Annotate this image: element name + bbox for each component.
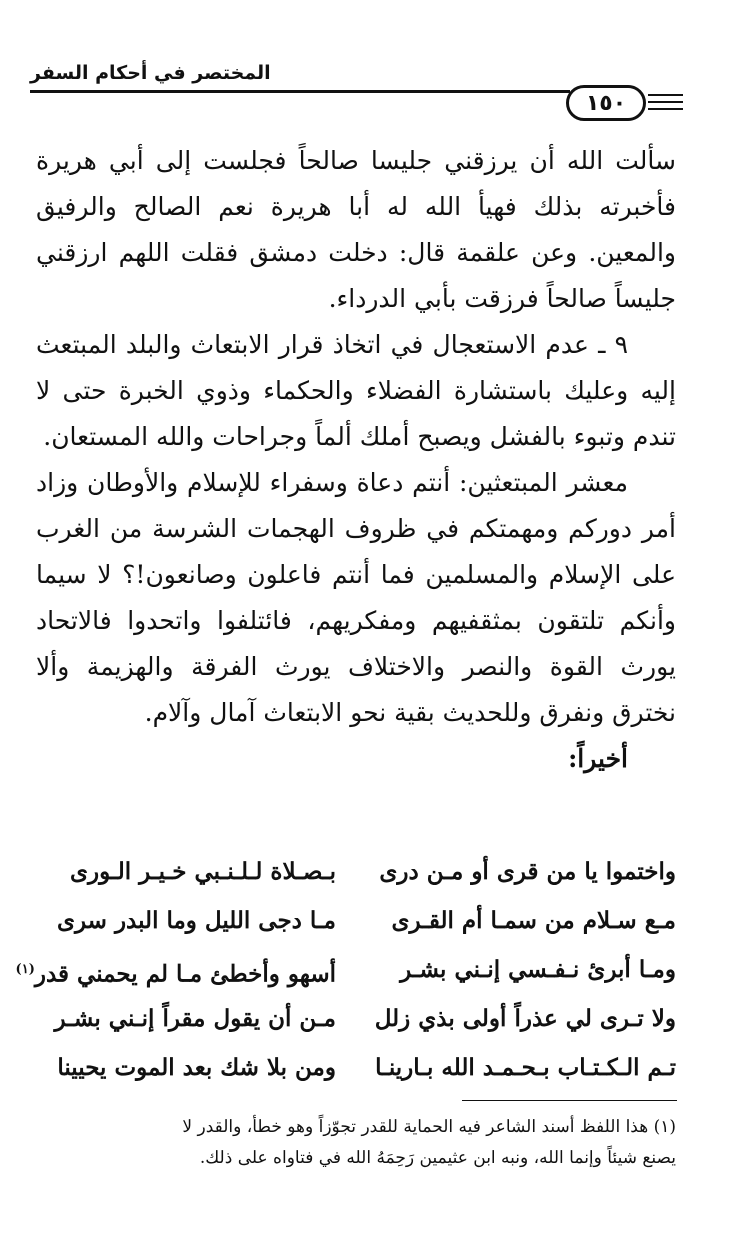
footnote-line: (١) هذا اللفظ أسند الشاعر فيه الحماية للقدر تجوّزاً وهو خطأ، والقدر لا (182, 1117, 676, 1137)
paragraph-3: معشر المبتعثين: أنتم دعاة وسفراء للإسلام والأوطان وزاد أمر دوركم ومهمتكم في ظروف الهجمات الشرسة من الغرب على الإسلام والمسلمين فما أنتم فاعلون وصانعون!؟ لا سيما وأنكم تلتقون بمثقفيهم ومفكريهم، فائتلفوا واتحدوا فالاتحاد يورث القوة والنصر والاختلاف يورث الفرقة والهزيمة وألا نخترق ونفرق وللحديث بقية نحو الابتعاث آمال وآلام. (36, 468, 676, 727)
poem-hemistich-second: ومن بلا شك بعد الموت يحيينا (57, 1054, 336, 1081)
poem-hemistich-first: ولا تـرى لي عذراً أولى بذي زلل (374, 1005, 676, 1032)
running-header-title: المختصر في أحكام السفر (30, 62, 271, 84)
poem-hemistich-second: مـن أن يقول مقراً إنـني بشـر (54, 1005, 336, 1032)
poem-hemistich-second: مـا دجى الليل وما البدر سرى (56, 907, 336, 934)
poem-verse (15, 945, 676, 994)
page-number-box (566, 85, 646, 121)
poem-verse (36, 896, 676, 945)
poem-hemistich-first: ومـا أبرئ نـفـسي إنـني بشـر (400, 956, 676, 983)
header-rule-right (648, 101, 683, 103)
poem-verse (36, 847, 676, 896)
header-rule-right (648, 108, 683, 110)
poem-hemistich-first: تـم الـكـتـاب بـحـمـد الله بـارينـا (375, 1054, 676, 1081)
footnotes (36, 1112, 676, 1174)
footnote-line: يصنع شيئاً وإنما الله، ونبه ابن عثيمين رَحِمَهُ الله في فتاواه على ذلك. (199, 1148, 676, 1168)
poem-hemistich-second: بـصـلاة لـلـنـبي خـيـر الـورى (70, 858, 336, 885)
poem-verse (36, 1043, 676, 1092)
paragraph-1: سألت الله أن يرزقني جليسا صالحاً فجلست إلى أبي هريرة فأخبرته بذلك فهيأ الله له أبا هريرة نعم الصالح والرفيق والمعين. وعن علقمة قال: دخلت دمشق فقلت اللهم ارزقني جليساً صالحاً فرزقت بأبي الدرداء. (36, 146, 676, 313)
poem-hemistich-second-with-note (15, 945, 336, 994)
poem-hemistich-second: أسهو وأخطئ مـا لم يحمني قدر (34, 960, 336, 988)
footnote-reference[interactable]: (١) (15, 962, 35, 977)
poem-hemistich-first: مـع سـلام من سمـا أم القـرى (391, 907, 676, 934)
poem-hemistich-first: واختموا يا من قرى أو مـن درى (379, 858, 676, 885)
main-text (36, 138, 676, 782)
closing-heading: أخيراً: (568, 744, 628, 773)
poem (15, 847, 676, 1092)
header-rule-right (648, 94, 683, 96)
paragraph-2: ٩ ـ عدم الاستعجال في اتخاذ قرار الابتعاث والبلد المبتعث إليه وعليك باستشارة الفضلاء والحكماء وذوي الخبرة حتى لا تندم وتبوء بالفشل ويصبح أملك ألماً وجراحات والله المستعان. (36, 330, 676, 451)
page-number: ١٥٠ (585, 90, 627, 116)
poem-verse (36, 994, 676, 1043)
header-rule (30, 90, 570, 93)
footnote-separator (462, 1100, 677, 1101)
